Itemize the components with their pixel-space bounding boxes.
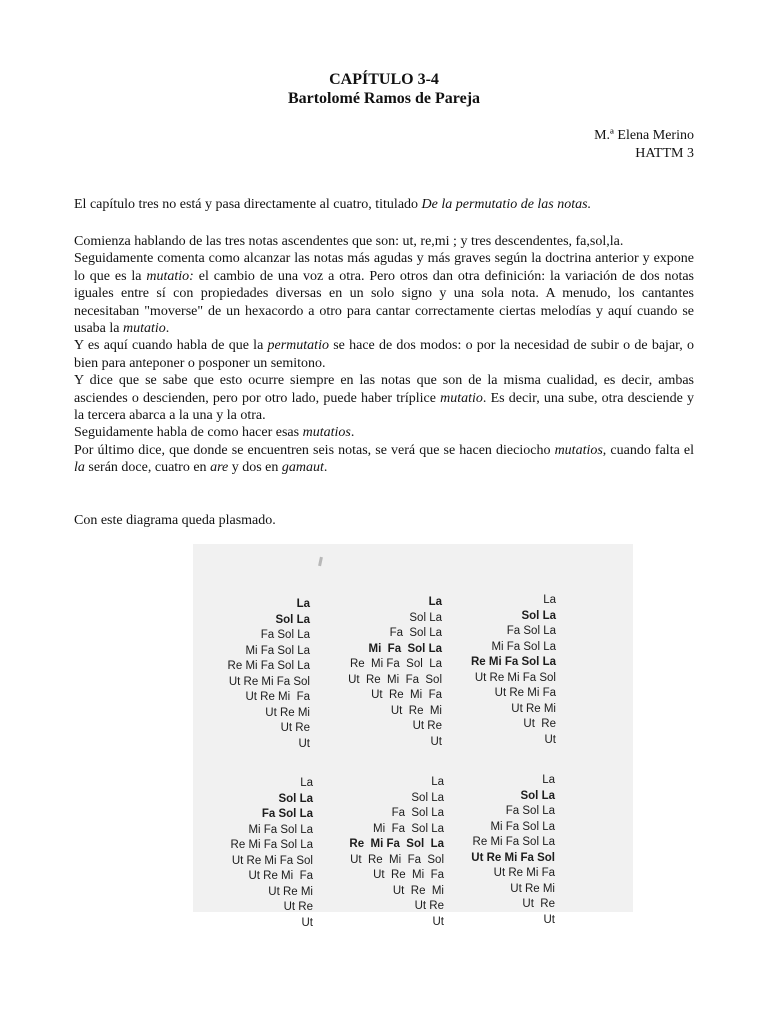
text-run: .: [350, 425, 355, 441]
note-row: Ut Re: [283, 901, 313, 913]
note-row: Re Mi Fa Sol La: [349, 838, 444, 850]
note-row: Ut Re Mi: [511, 702, 556, 715]
note-row: Re Mi Fa Sol La: [349, 658, 442, 670]
note-row: Ut: [301, 916, 313, 929]
text-run: y dos en: [228, 460, 282, 476]
note-row: Ut Re Mi: [392, 884, 444, 897]
note-row: Mi Fa Sol La: [245, 644, 310, 657]
note-row: Ut Re: [523, 718, 556, 730]
diagram-column: [341, 744, 444, 961]
note-row: Re Mi Fa Sol La: [230, 839, 313, 851]
text-run: El capítulo tres no está y pasa directamente al cuatro, titulado: [74, 197, 422, 212]
text-run: are: [210, 460, 229, 476]
note-row: Ut Re Mi Fa Sol: [231, 854, 313, 867]
note-row: Ut Re Mi Fa Sol: [350, 853, 444, 866]
note-row: Re Mi Fa Sol La: [472, 836, 555, 848]
note-row: Ut Re Mi Fa: [371, 689, 442, 701]
paragraph-line: [74, 196, 694, 213]
text-run: mutatio: [440, 390, 483, 406]
text-run: De la permutatio de las notas.: [421, 197, 592, 212]
note-row: La: [543, 594, 556, 606]
note-row: Fa Sol La: [260, 629, 310, 641]
note-row: La: [431, 776, 444, 788]
paragraph-line: Comienza hablando de las tres notas ascendentes que son: ut, re,mi ; y tres descendentes, fa,sol,la.: [74, 234, 624, 249]
paragraph-line: [74, 424, 694, 441]
note-row: Ut Re Mi: [510, 882, 555, 895]
text-run: se hace de dos modos: o por la necesidad de subir o de bajar, o bien para anteponer o posponer un semitono.: [74, 338, 694, 371]
intro-paragraph: [74, 196, 694, 213]
note-row: Fa Sol La: [506, 625, 556, 637]
text-run: Por último dice, que donde se encuentren seis notas, se verá que se hacen dieciocho: [74, 442, 555, 458]
note-row: Ut: [432, 915, 444, 928]
note-row: Ut Re Mi Fa: [493, 867, 555, 879]
note-row: Ut Re Mi Fa Sol: [228, 675, 310, 688]
text-run: permutatio: [267, 338, 329, 354]
note-row: Fa Sol La: [389, 627, 442, 639]
note-row: Ut: [543, 913, 555, 926]
note-row: Fa Sol La: [261, 808, 313, 820]
note-row: Ut: [298, 737, 310, 750]
diagram-column: [460, 742, 555, 959]
note-row: Mi Fa Sol La: [373, 822, 444, 835]
text-run: .: [323, 460, 328, 476]
note-row: Fa Sol La: [505, 805, 555, 817]
note-row: Ut Re Mi Fa: [494, 687, 556, 699]
text-run: mutatios: [554, 442, 603, 458]
author-name: M.ª Elena Merino: [594, 128, 694, 143]
text-run: el cambio de una voz a otra. Pero otros dan otra definición: la variación de dos notas iguales entre sí con propiedades diversas en un solo signo y una sola nota. A menudo, los cantantes necesitaban "moverse" de un hexacordo a otro para cantar correctamente ciertas melodías y aquí cuando se usaba la: [74, 268, 694, 337]
diagram-column: [221, 745, 313, 962]
text-run: Seguidamente habla de como hacer esas: [74, 425, 303, 441]
note-row: La: [300, 777, 313, 789]
note-row: Ut Re: [522, 898, 555, 910]
text-run: Seguidamente comenta como alcanzar las notas más agudas y más graves según la doctrina anterior y expone lo que es la: [74, 251, 694, 284]
text-run: Y es aquí cuando habla de que la: [74, 338, 268, 354]
text-run: serán doce, cuatro en: [84, 460, 211, 476]
note-row: Ut Re Mi Fa Sol: [471, 851, 555, 864]
text-run: . Es decir, una sube, otra desciende y la tercera abarca a la una y la otra.: [74, 390, 694, 424]
hexachord-diagram: [193, 544, 633, 929]
chapter-title: CAPÍTULO 3-4: [329, 71, 439, 88]
note-row: Sol La: [409, 611, 442, 624]
text-run: mutatio:: [146, 268, 194, 284]
note-row: Sol La: [411, 791, 444, 804]
note-row: Mi Fa Sol La: [490, 820, 555, 833]
note-row: Ut Re: [412, 720, 442, 732]
note-row: Ut: [544, 733, 556, 746]
paragraph-line: [74, 442, 694, 477]
note-row: La: [542, 774, 555, 786]
text-run: gamaut: [281, 460, 324, 476]
text-run: mutatios: [302, 425, 351, 441]
diagram-caption: Con este diagrama queda plasmado.: [74, 513, 276, 528]
text-run: Y dice que se sabe que esto ocurre siempre en las notas que son de la misma cualidad, es decir, ambas asciendes o descienden, pero por otro lado, puede haber tríplice: [74, 373, 694, 406]
note-row: Sol La: [520, 789, 555, 802]
note-row: Fa Sol La: [391, 807, 444, 819]
course-code: HATTM 3: [635, 146, 694, 161]
note-row: Ut: [430, 735, 442, 748]
note-row: Sol La: [521, 609, 556, 622]
main-paragraph: [74, 233, 694, 477]
note-row: Ut Re Mi: [265, 706, 310, 719]
note-row: La: [428, 596, 442, 608]
note-row: Mi Fa Sol La: [491, 640, 556, 653]
note-row: Sol La: [278, 792, 313, 805]
chapter-subtitle: Bartolomé Ramos de Pareja: [287, 90, 481, 107]
text-run: la: [74, 460, 85, 476]
note-row: Ut Re Mi Fa: [373, 869, 444, 881]
text-run: , cuando falta el: [602, 442, 694, 458]
note-row: Mi Fa Sol La: [368, 642, 442, 655]
note-row: La: [296, 598, 310, 610]
note-row: Mi Fa Sol La: [248, 823, 313, 836]
note-row: Ut Re Mi: [268, 885, 313, 898]
scan-mark: [318, 557, 323, 566]
note-row: Re Mi Fa Sol La: [227, 660, 310, 672]
note-row: Ut Re: [414, 900, 444, 912]
note-row: Ut Re Mi Fa: [245, 691, 310, 703]
note-row: Ut Re: [280, 722, 310, 734]
note-row: Ut Re Mi Fa Sol: [348, 673, 442, 686]
paragraph-line: [74, 372, 694, 424]
paragraph-line: [74, 337, 694, 372]
text-run: mutatio: [122, 321, 166, 337]
note-row: Ut Re Mi Fa: [248, 870, 313, 882]
note-row: Sol La: [275, 613, 310, 626]
note-row: Ut Re Mi: [390, 704, 442, 717]
text-run: .: [165, 321, 170, 337]
note-row: Re Mi Fa Sol La: [471, 656, 556, 668]
paragraph-line: [74, 250, 694, 337]
note-row: Ut Re Mi Fa Sol: [474, 671, 556, 684]
